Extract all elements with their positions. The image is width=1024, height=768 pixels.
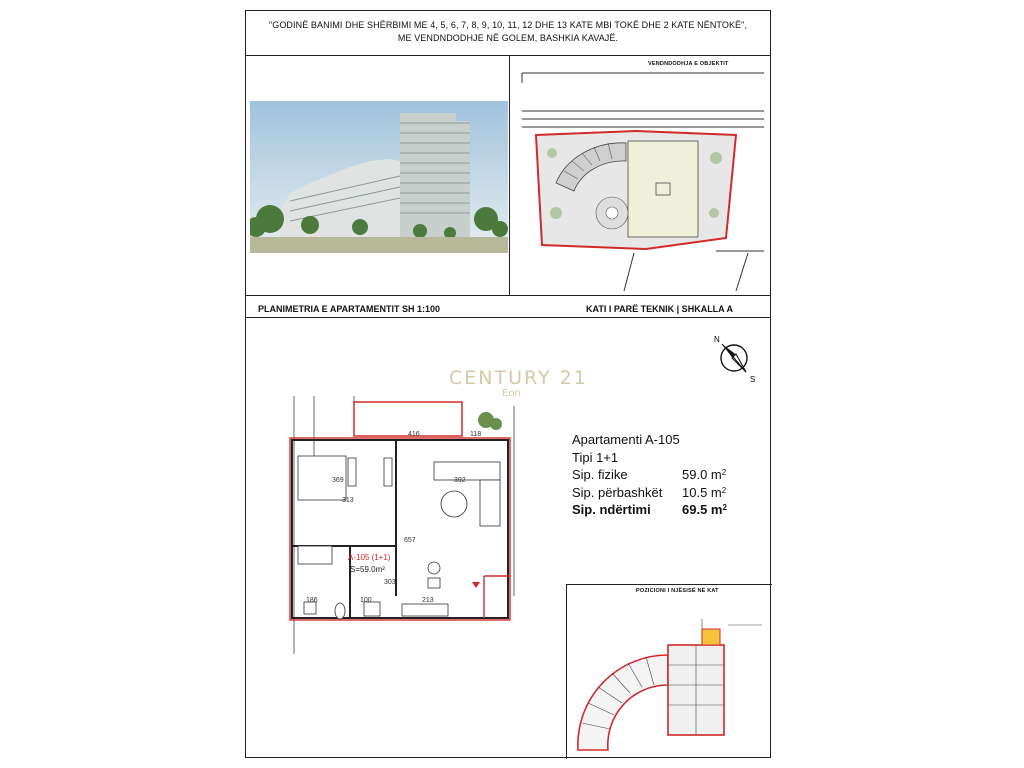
divider — [246, 295, 770, 296]
site-label: VENDNDODHJA E OBJEKTIT — [648, 61, 729, 67]
floor-plan — [284, 396, 526, 658]
dim-392: 392 — [454, 477, 466, 484]
dim-100: 100 — [360, 597, 372, 604]
dim-416: 416 — [408, 431, 420, 438]
header-line-1: "GODINË BANIMI DHE SHËRBIMI ME 4, 5, 6, 7, 8, 9, 10, 11, 12 DHE 13 KATE MBI TOKË DHE 2 KATE NËNTOKË", — [268, 20, 748, 30]
dim-186: 186 — [306, 597, 318, 604]
area-value: 59.0 m — [682, 467, 722, 482]
area-value: 69.5 m — [682, 502, 723, 517]
dim-303: 303 — [384, 579, 396, 586]
position-label: POZICIONI I NJËSISË NË KAT — [636, 588, 719, 594]
area-row — [572, 484, 762, 502]
building-rendering — [250, 101, 508, 253]
position-plan — [568, 605, 768, 755]
dim-657: 657 — [404, 537, 416, 544]
area-label: Sip. përbashkët — [572, 484, 663, 500]
unit-area: S=59.0m² — [350, 565, 385, 574]
divider — [509, 55, 510, 295]
divider — [246, 317, 770, 318]
area-row-total — [572, 501, 762, 519]
watermark-sub: Eon — [502, 388, 521, 399]
dim-213: 213 — [422, 597, 434, 604]
dim-313: 313 — [342, 497, 354, 504]
area-label: Sip. ndërtimi — [572, 502, 651, 517]
site-plan — [516, 63, 766, 291]
apartment-info — [572, 431, 762, 519]
area-sup: 2 — [721, 468, 727, 477]
apartment-type: Tipi 1+1 — [572, 449, 619, 465]
dim-369: 369 — [332, 477, 344, 484]
compass-icon — [714, 336, 764, 386]
unit-label: A-105 (1+1) — [348, 553, 391, 562]
compass-south: S — [750, 375, 756, 384]
area-sup: 2 — [721, 485, 727, 495]
header-line-2: ME VENDNDODHJE NË GOLEM, BASHKIA KAVAJË. — [397, 33, 619, 43]
watermark-brand: CENTURY 21 — [449, 367, 588, 389]
area-value: 10.5 m — [682, 484, 722, 500]
apartment-name: Apartamenti A-105 — [572, 432, 680, 447]
divider — [246, 55, 770, 56]
compass-north: N — [714, 336, 720, 344]
area-label: Sip. fizike — [572, 467, 628, 482]
plan-title: PLANIMETRIA E APARTAMENTIT SH 1:100 — [258, 304, 441, 314]
document-sheet — [245, 10, 771, 758]
area-row — [572, 466, 762, 484]
dim-118: 118 — [470, 431, 482, 438]
area-sup: 2 — [722, 503, 727, 512]
floor-title: KATI I PARË TEKNIK | SHKALLA A — [586, 304, 734, 314]
